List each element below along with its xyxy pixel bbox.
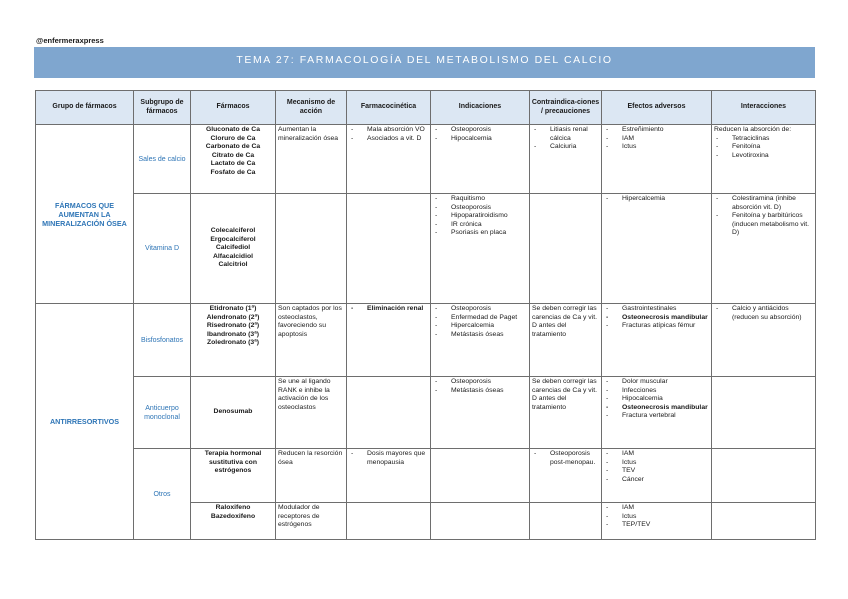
pharmacokinetics-cell	[347, 377, 431, 449]
pharmacokinetics-cell: - Eliminación renal	[347, 304, 431, 377]
mechanism-cell: Reducen la resorción ósea	[276, 449, 347, 503]
indications-cell: - Osteoporosis - Hipocalcemia	[431, 125, 530, 194]
contraindications-cell: Se deben corregir las carencias de Ca y vit. D antes del tratamiento	[530, 304, 602, 377]
group-cell: FÁRMACOS QUE AUMENTAN LA MINERALIZACIÓN ÓSEA	[36, 125, 134, 304]
pharmacokinetics-cell: - Dosis mayores que menopausia	[347, 449, 431, 503]
adverse-effects-cell: - Dolor muscular - Infecciones - Hipocalcemia - Osteonecrosis mandibular - Fractura vertebral	[602, 377, 712, 449]
table-row	[36, 194, 816, 304]
adverse-effects-cell: - Estreñimiento - IAM - Ictus	[602, 125, 712, 194]
interactions-cell	[712, 377, 816, 449]
table-row	[36, 449, 816, 503]
subgroup-cell: Bisfosfonatos	[134, 304, 191, 377]
table-row	[36, 304, 816, 377]
adverse-effects-cell: - Hipercalcemia	[602, 194, 712, 304]
contraindications-cell: - Osteoporosis post-menopau.	[530, 449, 602, 503]
mechanism-cell: Aumentan la mineralización ósea	[276, 125, 347, 194]
drugs-cell: Raloxifeno Bazedoxifeno	[191, 503, 276, 540]
contraindications-cell	[530, 503, 602, 540]
adverse-effects-cell: - IAM - Ictus - TEP/TEV	[602, 503, 712, 540]
header-cell: Contraindica-ciones / precauciones	[530, 91, 602, 125]
brand-handle: @enfermeraxpress	[36, 36, 104, 45]
header-cell: Interacciones	[712, 91, 816, 125]
interactions-cell: - Colestiramina (inhibe absorción vit. D) - Fenitoína y barbitúricos (inducen metabolismo vit. D)	[712, 194, 816, 304]
interactions-cell: - Calcio y antiácidos (reducen su absorción)	[712, 304, 816, 377]
pharmacokinetics-cell	[347, 503, 431, 540]
adverse-effects-cell: - Gastrointestinales - Osteonecrosis mandibular - Fracturas atípicas fémur	[602, 304, 712, 377]
mechanism-cell: Son captados por los osteoclastos, favoreciendo su apoptosis	[276, 304, 347, 377]
drugs-cell: Denosumab	[191, 377, 276, 449]
mechanism-cell: Se une al ligando RANK e inhibe la activación de los osteoclastos	[276, 377, 347, 449]
subgroup-cell: Vitamina D	[134, 194, 191, 304]
header-cell: Subgrupo de fármacos	[134, 91, 191, 125]
indications-cell: - Osteoporosis - Metástasis óseas	[431, 377, 530, 449]
header-cell: Indicaciones	[431, 91, 530, 125]
drugs-cell: Colecalciferol Ergocalciferol Calcifediol Alfacalcidiol Calcitriol	[191, 194, 276, 304]
drugs-cell: Gluconato de Ca Cloruro de Ca Carbonato de Ca Citrato de Ca Lactato de Ca Fosfato de Ca	[191, 125, 276, 194]
header-cell: Grupo de fármacos	[36, 91, 134, 125]
interactions-cell: Reducen la absorción de: - Tetraciclinas - Fenitoína - Levotiroxina	[712, 125, 816, 194]
adverse-effects-cell: - IAM - Ictus - TEV - Cáncer	[602, 449, 712, 503]
indications-cell	[431, 449, 530, 503]
subgroup-cell: Otros	[134, 449, 191, 540]
drug-table	[35, 90, 816, 540]
indications-cell: - Raquitismo - Osteoporosis - Hipoparatiroidismo - IR crónica - Psoriasis en placa	[431, 194, 530, 304]
mechanism-cell: Modulador de receptores de estrógenos	[276, 503, 347, 540]
header-cell: Farmacocinética	[347, 91, 431, 125]
header-cell: Mecanismo de acción	[276, 91, 347, 125]
drugs-cell: Terapia hormonal sustitutiva con estrógenos	[191, 449, 276, 503]
page-title: TEMA 27: FARMACOLOGÍA DEL METABOLISMO DEL CALCIO	[34, 47, 815, 78]
contraindications-cell	[530, 194, 602, 304]
indications-cell: - Osteoporosis - Enfermedad de Paget - Hipercalcemia - Metástasis óseas	[431, 304, 530, 377]
pharmacokinetics-cell: - Mala absorción VO - Asociados a vit. D	[347, 125, 431, 194]
header-row	[36, 91, 816, 125]
table-row	[36, 125, 816, 194]
contraindications-cell: Se deben corregir las carencias de Ca y vit. D antes del tratamiento	[530, 377, 602, 449]
header-cell: Efectos adversos	[602, 91, 712, 125]
header-cell: Fármacos	[191, 91, 276, 125]
drugs-cell: Etidronato (1ª) Alendronato (2ª) Risedronato (2ª) Ibandronato (3ª) Zoledronato (3ª)	[191, 304, 276, 377]
table-row	[36, 377, 816, 449]
group-cell: ANTIRRESORTIVOS	[36, 304, 134, 540]
pharmacokinetics-cell	[347, 194, 431, 304]
interactions-cell	[712, 449, 816, 503]
mechanism-cell	[276, 194, 347, 304]
contraindications-cell: - Litiasis renal cálcica - Calciuria	[530, 125, 602, 194]
subgroup-cell: Sales de calcio	[134, 125, 191, 194]
interactions-cell	[712, 503, 816, 540]
subgroup-cell: Anticuerpo monoclonal	[134, 377, 191, 449]
indications-cell	[431, 503, 530, 540]
